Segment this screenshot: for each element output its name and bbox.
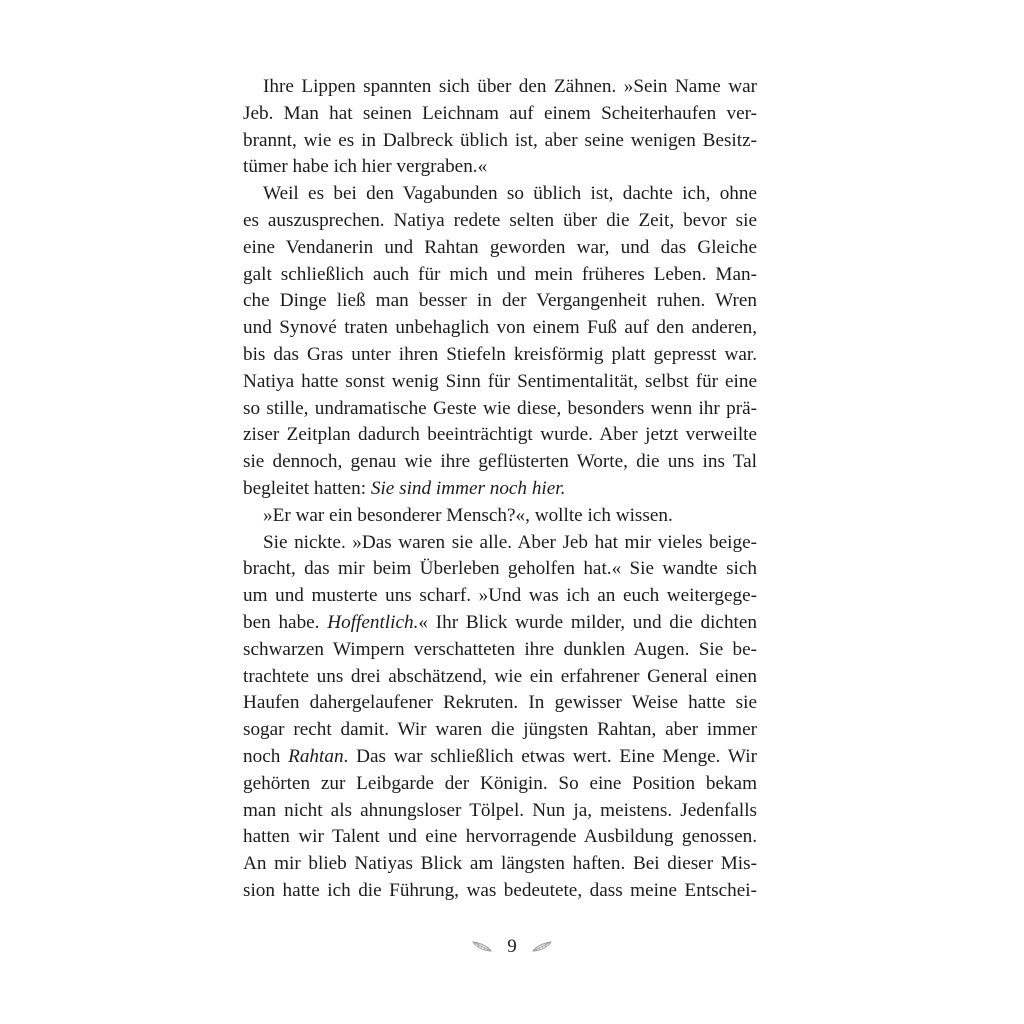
text-segment: es auszusprechen. Natiya redete selten über die Zeit, bevor sie [243,209,757,231]
text-line [243,101,757,128]
text-segment: und Synové traten unbehaglich von einem Fuß auf den anderen, [243,317,757,339]
text-line [243,824,757,851]
text-segment: An mir blieb Natiyas Blick am längsten haften. Bei dieser Mis- [243,853,757,875]
text-segment: man nicht als ahnungsloser Tölpel. Nun ja, meistens. Jedenfalls [243,799,757,821]
text-line [243,744,757,771]
leaf-ornament-right-icon [531,939,553,955]
text-line [243,396,757,423]
text-line [243,503,757,530]
text-line [243,717,757,744]
text-line [243,235,757,262]
text-segment: begleitet hatten: [243,477,371,499]
italic-text-segment: Hoffentlich. [327,611,419,633]
text-segment: ben habe. [243,611,328,633]
text-segment: gehörten zur Leibgarde der Königin. So eine Position bekam [243,772,757,794]
text-line [243,530,757,557]
text-line [243,342,757,369]
text-segment: . Das war schließlich etwas wert. Eine Menge. Wir [343,745,757,767]
text-line [243,288,757,315]
text-segment: Weil es bei den Vagabunden so üblich ist, dachte ich, ohne [263,183,757,205]
text-line [243,556,757,583]
text-line [243,664,757,691]
text-line [243,208,757,235]
text-segment: noch [243,745,289,767]
text-segment: sogar recht damit. Wir waren die jüngsten Rahtan, aber immer [243,719,757,741]
text-segment: um und musterte uns scharf. »Und was ich an euch weitergege- [243,585,757,607]
text-segment: Natiya hatte sonst wenig Sinn für Sentimentalität, selbst für eine [243,370,757,392]
page-footer [0,936,1024,958]
text-segment: tümer habe ich hier vergraben.« [243,156,488,178]
text-line [243,583,757,610]
text-line [243,422,757,449]
text-line [243,637,757,664]
text-line [243,315,757,342]
text-line [243,128,757,155]
text-segment: bis das Gras unter ihren Stiefeln kreisförmig platt gepresst war. [243,343,757,365]
text-line [243,690,757,717]
text-segment: schwarzen Wimpern verschatteten ihre dunklen Augen. Sie be- [243,638,757,660]
text-line [243,878,757,905]
text-line [243,476,757,503]
text-line [243,851,757,878]
text-line [243,154,757,181]
text-segment: « Ihr Blick wurde milder, und die dichten [418,611,757,633]
text-line [243,74,757,101]
page-number: 9 [507,936,517,957]
text-segment: bracht, das mir beim Überleben geholfen hat.« Sie wandte sich [243,558,757,580]
text-segment: che Dinge ließ man besser in der Vergangenheit ruhen. Wren [243,290,757,312]
text-line [243,610,757,637]
text-segment: so stille, undramatische Geste wie diese, besonders wenn ihr prä- [243,397,757,419]
text-segment: trachtete uns drei abschätzend, wie ein erfahrener General einen [243,665,757,687]
text-segment: Ihre Lippen spannten sich über den Zähnen. »Sein Name war [263,76,757,97]
text-segment: »Er war ein besonderer Mensch?«, wollte ich wissen. [263,504,673,526]
text-segment: sion hatte ich die Führung, was bedeutete, dass meine Entschei- [243,879,757,901]
text-line [243,262,757,289]
leaf-ornament-left-icon [471,939,493,955]
text-segment: sie dennoch, genau wie ihre geflüsterten Worte, die uns ins Tal [243,451,757,473]
text-segment: brannt, wie es in Dalbreck üblich ist, aber seine wenigen Besitz- [243,129,757,151]
text-segment: eine Vendanerin und Rahtan geworden war, und das Gleiche [243,236,757,258]
text-segment: hatten wir Talent und eine hervorragende Ausbildung genossen. [243,826,757,848]
text-segment: galt schließlich auch für mich und mein früheres Leben. Man- [243,263,757,285]
italic-text-segment: Sie sind immer noch hier. [370,477,566,499]
text-segment: Haufen dahergelaufener Rekruten. In gewisser Weise hatte sie [243,692,757,714]
text-line [243,369,757,396]
text-line [243,771,757,798]
text-segment: Jeb. Man hat seinen Leichnam auf einem Scheiterhaufen ver- [243,102,757,124]
text-line [243,798,757,825]
text-line [243,449,757,476]
italic-text-segment: Rahtan [288,745,344,767]
body-text [243,74,757,905]
text-segment: ziser Zeitplan dadurch beeinträchtigt wurde. Aber jetzt verweilte [243,424,757,446]
text-line [243,181,757,208]
text-segment: Sie nickte. »Das waren sie alle. Aber Jeb hat mir vieles beige- [263,531,757,553]
